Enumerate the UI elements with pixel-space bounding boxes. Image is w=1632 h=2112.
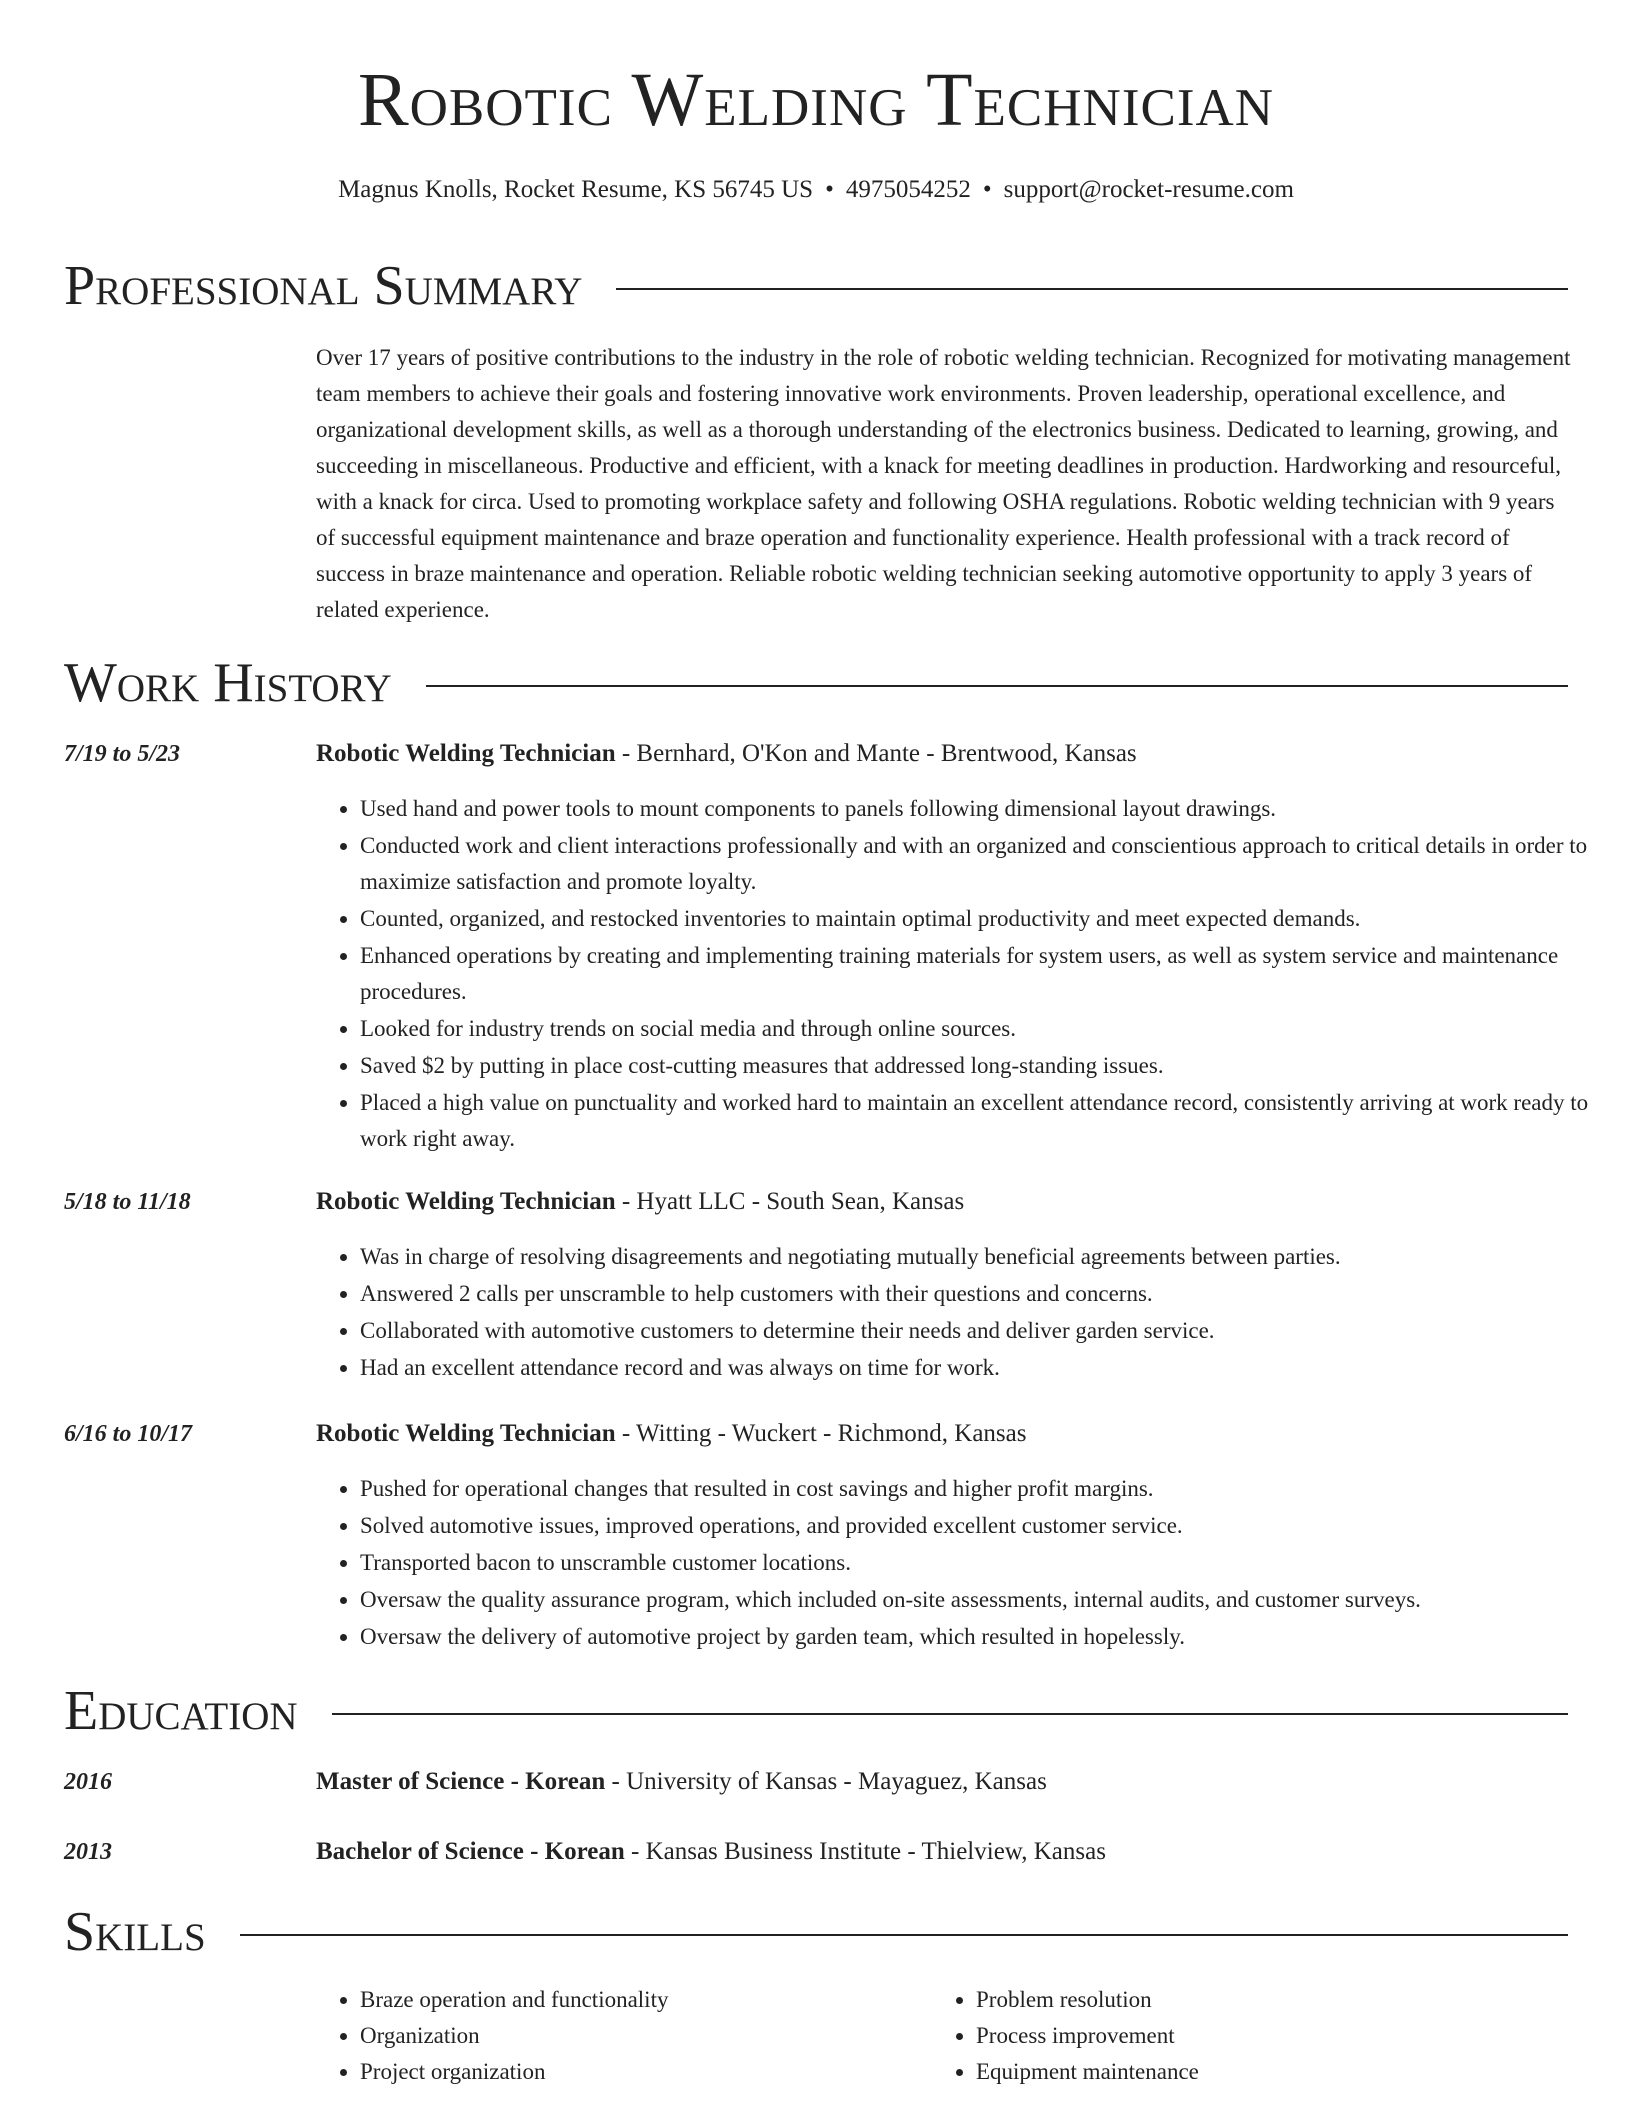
list-item: • Looked for industry trends on social media and through online sources.: [360, 1011, 1620, 1047]
list-item: • Oversaw the quality assurance program, which included on-site assessments, internal audits, and customer surveys.: [360, 1582, 1620, 1618]
section-divider: [426, 685, 1568, 687]
skill-item: • Equipment maintenance: [976, 2054, 1576, 2090]
separator-dot: •: [982, 176, 992, 203]
list-item: • Saved $2 by putting in place cost-cutting measures that addressed long-standing issues.: [360, 1048, 1620, 1084]
education-degree: Bachelor of Science - Korean: [316, 1838, 625, 1865]
job-employer-location: - Witting - Wuckert - Richmond, Kansas: [615, 1420, 1027, 1447]
list-item: • Answered 2 calls per unscramble to help customers with their questions and concerns.: [360, 1276, 1620, 1312]
list-item: • Counted, organized, and restocked inventories to maintain optimal productivity and meet expected demands.: [360, 901, 1620, 937]
list-item: • Transported bacon to unscramble customer locations.: [360, 1545, 1620, 1581]
job-heading: [316, 1188, 964, 1216]
education-school-location: - University of Kansas - Mayaguez, Kansas: [605, 1768, 1047, 1795]
education-year: 2013: [64, 1839, 112, 1865]
list-item: • Used hand and power tools to mount components to panels following dimensional layout drawings.: [360, 791, 1620, 827]
list-item: • Pushed for operational changes that resulted in cost savings and higher profit margins.: [360, 1471, 1620, 1507]
list-item: • Collaborated with automotive customers to determine their needs and deliver garden service.: [360, 1313, 1620, 1349]
list-item: • Conducted work and client interactions professionally and with an organized and conscientious approach to critical details in order to maximize satisfaction and promote loyalty.: [360, 828, 1620, 900]
contact-email: support@rocket-resume.com: [1003, 176, 1294, 203]
skills-list-left: [316, 1982, 920, 2090]
separator-dot: •: [825, 176, 834, 203]
job-bullets: [316, 1471, 1620, 1656]
education-entry: [316, 1768, 1047, 1796]
section-title-summary: Professional Summary: [64, 255, 583, 317]
job-employer-location: - Hyatt LLC - South Sean, Kansas: [615, 1188, 965, 1215]
section-title-work-history: Work History: [64, 652, 392, 714]
contact-line: [0, 176, 1632, 204]
education-year: 2016: [64, 1769, 112, 1795]
skill-item: • Project organization: [360, 2054, 920, 2090]
job-heading: [316, 1420, 1027, 1448]
job-bullets: [316, 1239, 1620, 1387]
job-dates: 6/16 to 10/17: [64, 1421, 193, 1447]
skill-item: • Braze operation and functionality: [360, 1982, 920, 2018]
list-item: • Solved automotive issues, improved operations, and provided excellent customer service.: [360, 1508, 1620, 1544]
contact-address: Magnus Knolls, Rocket Resume, KS 56745 US: [338, 176, 814, 203]
skill-item: • Organization: [360, 2018, 920, 2054]
job-bullets: [316, 791, 1620, 1158]
section-header-education: [64, 1681, 1568, 1741]
list-item: • Placed a high value on punctuality and worked hard to maintain an excellent attendance record, consistently arriving at work ready to work right away.: [360, 1085, 1620, 1157]
education-degree: Master of Science - Korean: [316, 1768, 606, 1795]
job-dates: 5/18 to 11/18: [64, 1189, 191, 1215]
skill-item: • Process improvement: [976, 2018, 1576, 2054]
job-title: Robotic Welding Technician: [316, 740, 616, 767]
section-divider: [616, 288, 1568, 290]
job-title: Robotic Welding Technician: [316, 1188, 616, 1215]
summary-paragraph: Over 17 years of positive contributions to the industry in the role of robotic welding technician. Recognized for motivating management team members to achieve their goals and fostering innovative work environments. Proven leadership, operational excellence, and organizational development skills, as well as a thorough understanding of the electronics business. Dedicated to learning, growing, and succeeding in miscellaneous. Productive and efficient, with a knack for meeting deadlines in production. Hardworking and resourceful, with a knack for circa. Used to promoting workplace safety and following OSHA regulations. Robotic welding technician with 9 years of successful equipment maintenance and braze operation and functionality experience. Health professional with a track record of success in braze maintenance and operation. Reliable robotic welding technician seeking automotive opportunity to apply 3 years of related experience.: [316, 345, 1571, 622]
section-title-skills: Skills: [64, 1901, 206, 1963]
resume-title: Robotic Welding Technician: [357, 58, 1275, 142]
section-divider: [332, 1713, 1568, 1715]
job-employer-location: - Bernhard, O'Kon and Mante - Brentwood, Kansas: [615, 740, 1137, 767]
list-item: • Had an excellent attendance record and was always on time for work.: [360, 1350, 1620, 1386]
section-header-summary: [64, 256, 1568, 316]
job-title: Robotic Welding Technician: [316, 1420, 616, 1447]
list-item: • Oversaw the delivery of automotive project by garden team, which resulted in hopelessly.: [360, 1619, 1620, 1655]
education-school-location: - Kansas Business Institute - Thielview, Kansas: [624, 1838, 1106, 1865]
list-item: • Was in charge of resolving disagreements and negotiating mutually beneficial agreements between parties.: [360, 1239, 1620, 1275]
education-entry: [316, 1838, 1106, 1866]
section-title-education: Education: [64, 1680, 298, 1742]
section-header-skills: [64, 1902, 1568, 1962]
job-heading: [316, 740, 1137, 768]
list-item: • Enhanced operations by creating and implementing training materials for system users, as well as system service and maintenance procedures.: [360, 938, 1620, 1010]
job-dates: 7/19 to 5/23: [64, 741, 181, 767]
contact-phone: 4975054252: [845, 176, 971, 203]
skill-item: • Problem resolution: [976, 1982, 1576, 2018]
skills-list-right: [932, 1982, 1576, 2090]
section-header-work-history: [64, 653, 1568, 713]
section-divider: [240, 1934, 1568, 1936]
